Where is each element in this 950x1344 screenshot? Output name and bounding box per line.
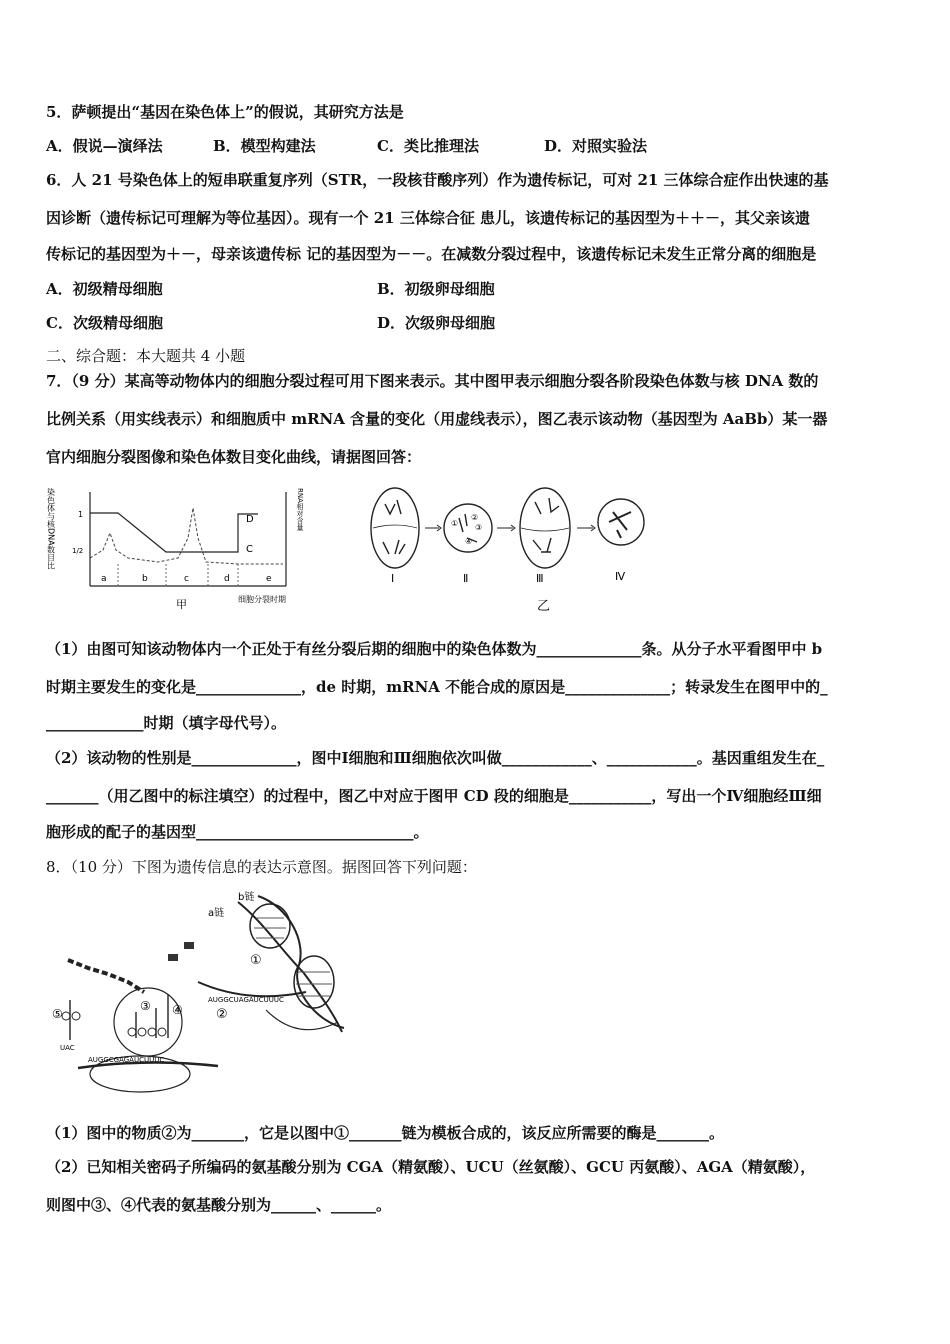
q5-option-a: A．假说—演绎法 [46,137,163,155]
mrna-bottom-seq: AUGGCGAGAUCUUUC [88,1056,165,1064]
q5-option-b: B．模型构建法 [213,137,316,155]
q8-sub1: （1）图中的物质②为_______，它是以图中①_______链为模板合成的，该反应所需要的酶是_______。 [46,1124,724,1142]
label-a-chain: a链 [208,908,225,919]
fig-jia-phase-c: c [184,574,189,584]
fig-jia-phase-e: e [266,574,272,584]
mrna-strand-top [198,982,306,996]
cell-4-label: Ⅳ [615,570,626,583]
q7-sub2-line2: _______（用乙图中的标注填空）的过程中，图乙中对应于图甲 CD 段的细胞是___________，写出一个Ⅳ细胞经Ⅲ细 [46,787,822,805]
q6-line1: 6．人 21 号染色体上的短串联重复序列（STR，一段核苷酸序列）作为遗传标记，可对 21 三体综合症作出快速的基 [46,171,829,189]
cell-1-label: Ⅰ [391,572,395,585]
label-3: ③ [140,999,151,1013]
fig-jia-ylabel: 染色体与核DNA数目比 [46,488,56,570]
figure-yi [355,482,665,614]
cell-2-label: Ⅱ [463,572,469,585]
fig-jia-y1: 1 [78,510,84,519]
q7-sub1-line2: 时期主要发生的变化是______________，de 时期，mRNA 不能合成的原因是______________；转录发生在图甲中的_ [46,678,828,696]
trna-anticodon: UAC [60,1044,75,1052]
q6-option-c: C．次级精母细胞 [46,314,163,332]
q8-sub2-line2: 则图中③、④代表的氨基酸分别为______、______。 [46,1196,392,1214]
mrna-top-seq: AUGGCUAGAUCUUUC [208,996,284,1004]
q6-line2: 因诊断（遗传标记可理解为等位基因）。现有一个 21 三体综合征 患儿，该遗传标记的基因型为＋＋－，其父亲该遗 [46,209,811,227]
q7-sub1-line3: _____________时期（填字母代号）。 [46,714,287,732]
fig-jia-phase-d: d [224,574,230,584]
fig-jia-yhalf: 1/2 [72,547,84,555]
fig-jia-dashed-line [90,508,283,564]
q7-line1: 7．（9 分）某高等动物体内的细胞分裂过程可用下图来表示。其中图甲表示细胞分裂各阶段染色体数与核 DNA 数的 [46,372,819,390]
fig-jia-ylabel-right: RNA相对含量 [296,488,304,531]
fig-yi-caption: 乙 [537,599,551,614]
polypeptide-chain [68,960,144,992]
q8-stem: 8．（10 分）下图为遗传信息的表达示意图。据图回答下列问题： [46,858,477,876]
q7-line2: 比例关系（用实线表示）和细胞质中 mRNA 含量的变化（用虚线表示），图乙表示该动物（基因型为 AaBb）某一器 [46,410,828,428]
q6-option-a: A．初级精母细胞 [46,280,163,298]
cell-2-mark-3: ③ [475,523,483,532]
section-heading: 二、综合题：本大题共 4 小题 [46,347,246,365]
q6-line3: 传标记的基因型为＋－，母亲该遗传标 记的基因型为－－。在减数分裂过程中，该遗传标记未发生正常分离的细胞是 [46,245,817,263]
fig-jia-solid-line [90,513,258,552]
q8-sub2-line1: （2）已知相关密码子所编码的氨基酸分别为 CGA（精氨酸）、UCU（丝氨酸）、GCU 丙氨酸）、AGA（精氨酸）， [46,1158,816,1176]
q6-option-b: B．初级卵母细胞 [377,280,495,298]
cell-2-mark-2: ② [471,513,479,522]
figure-gene-expression [48,882,348,1104]
q7-sub1-line1: （1）由图可知该动物体内一个正处于有丝分裂后期的细胞中的染色体数为______________条。从分子水平看图甲中 b [46,640,823,658]
q7-sub2-line1: （2）该动物的性别是______________，图中Ⅰ细胞和Ⅲ细胞依次叫做____________、____________。基因重组发生在_ [46,749,825,767]
q5-option-c: C．类比推理法 [377,137,479,155]
cell-3-label: Ⅲ [536,572,544,585]
figure-jia [48,478,318,613]
cell-3-membrane [520,488,570,568]
q6-option-d: D．次级卵母细胞 [377,314,496,332]
fig-jia-letter-c: C [246,544,253,555]
label-1: ① [250,953,262,968]
fig-jia-phase-a: a [101,574,107,584]
label-5: ⑤ [52,1007,63,1021]
q5-option-d: D．对照实验法 [544,137,648,155]
label-2: ② [216,1007,228,1022]
fig-jia-xlabel: 细胞分裂时期 [238,595,286,604]
q7-sub2-line3: 胞形成的配子的基因型_____________________________。 [46,823,429,841]
cell-2-mark-1: ① [451,519,459,528]
fig-jia-letter-d: D [246,514,254,525]
cell-2-mark-4: ④ [465,537,473,546]
fig-jia-caption: 甲 [176,598,187,611]
q5-stem: 5．萨顿提出“基因在染色体上”的假说，其研究方法是 [46,103,404,121]
label-b-chain: b链 [238,892,255,903]
label-4: ④ [172,1003,183,1017]
cell-1-membrane [371,488,419,568]
q7-line3: 官内细胞分裂图像和染色体数目变化曲线，请据图回答： [46,448,422,466]
fig-jia-phase-b: b [142,574,148,584]
